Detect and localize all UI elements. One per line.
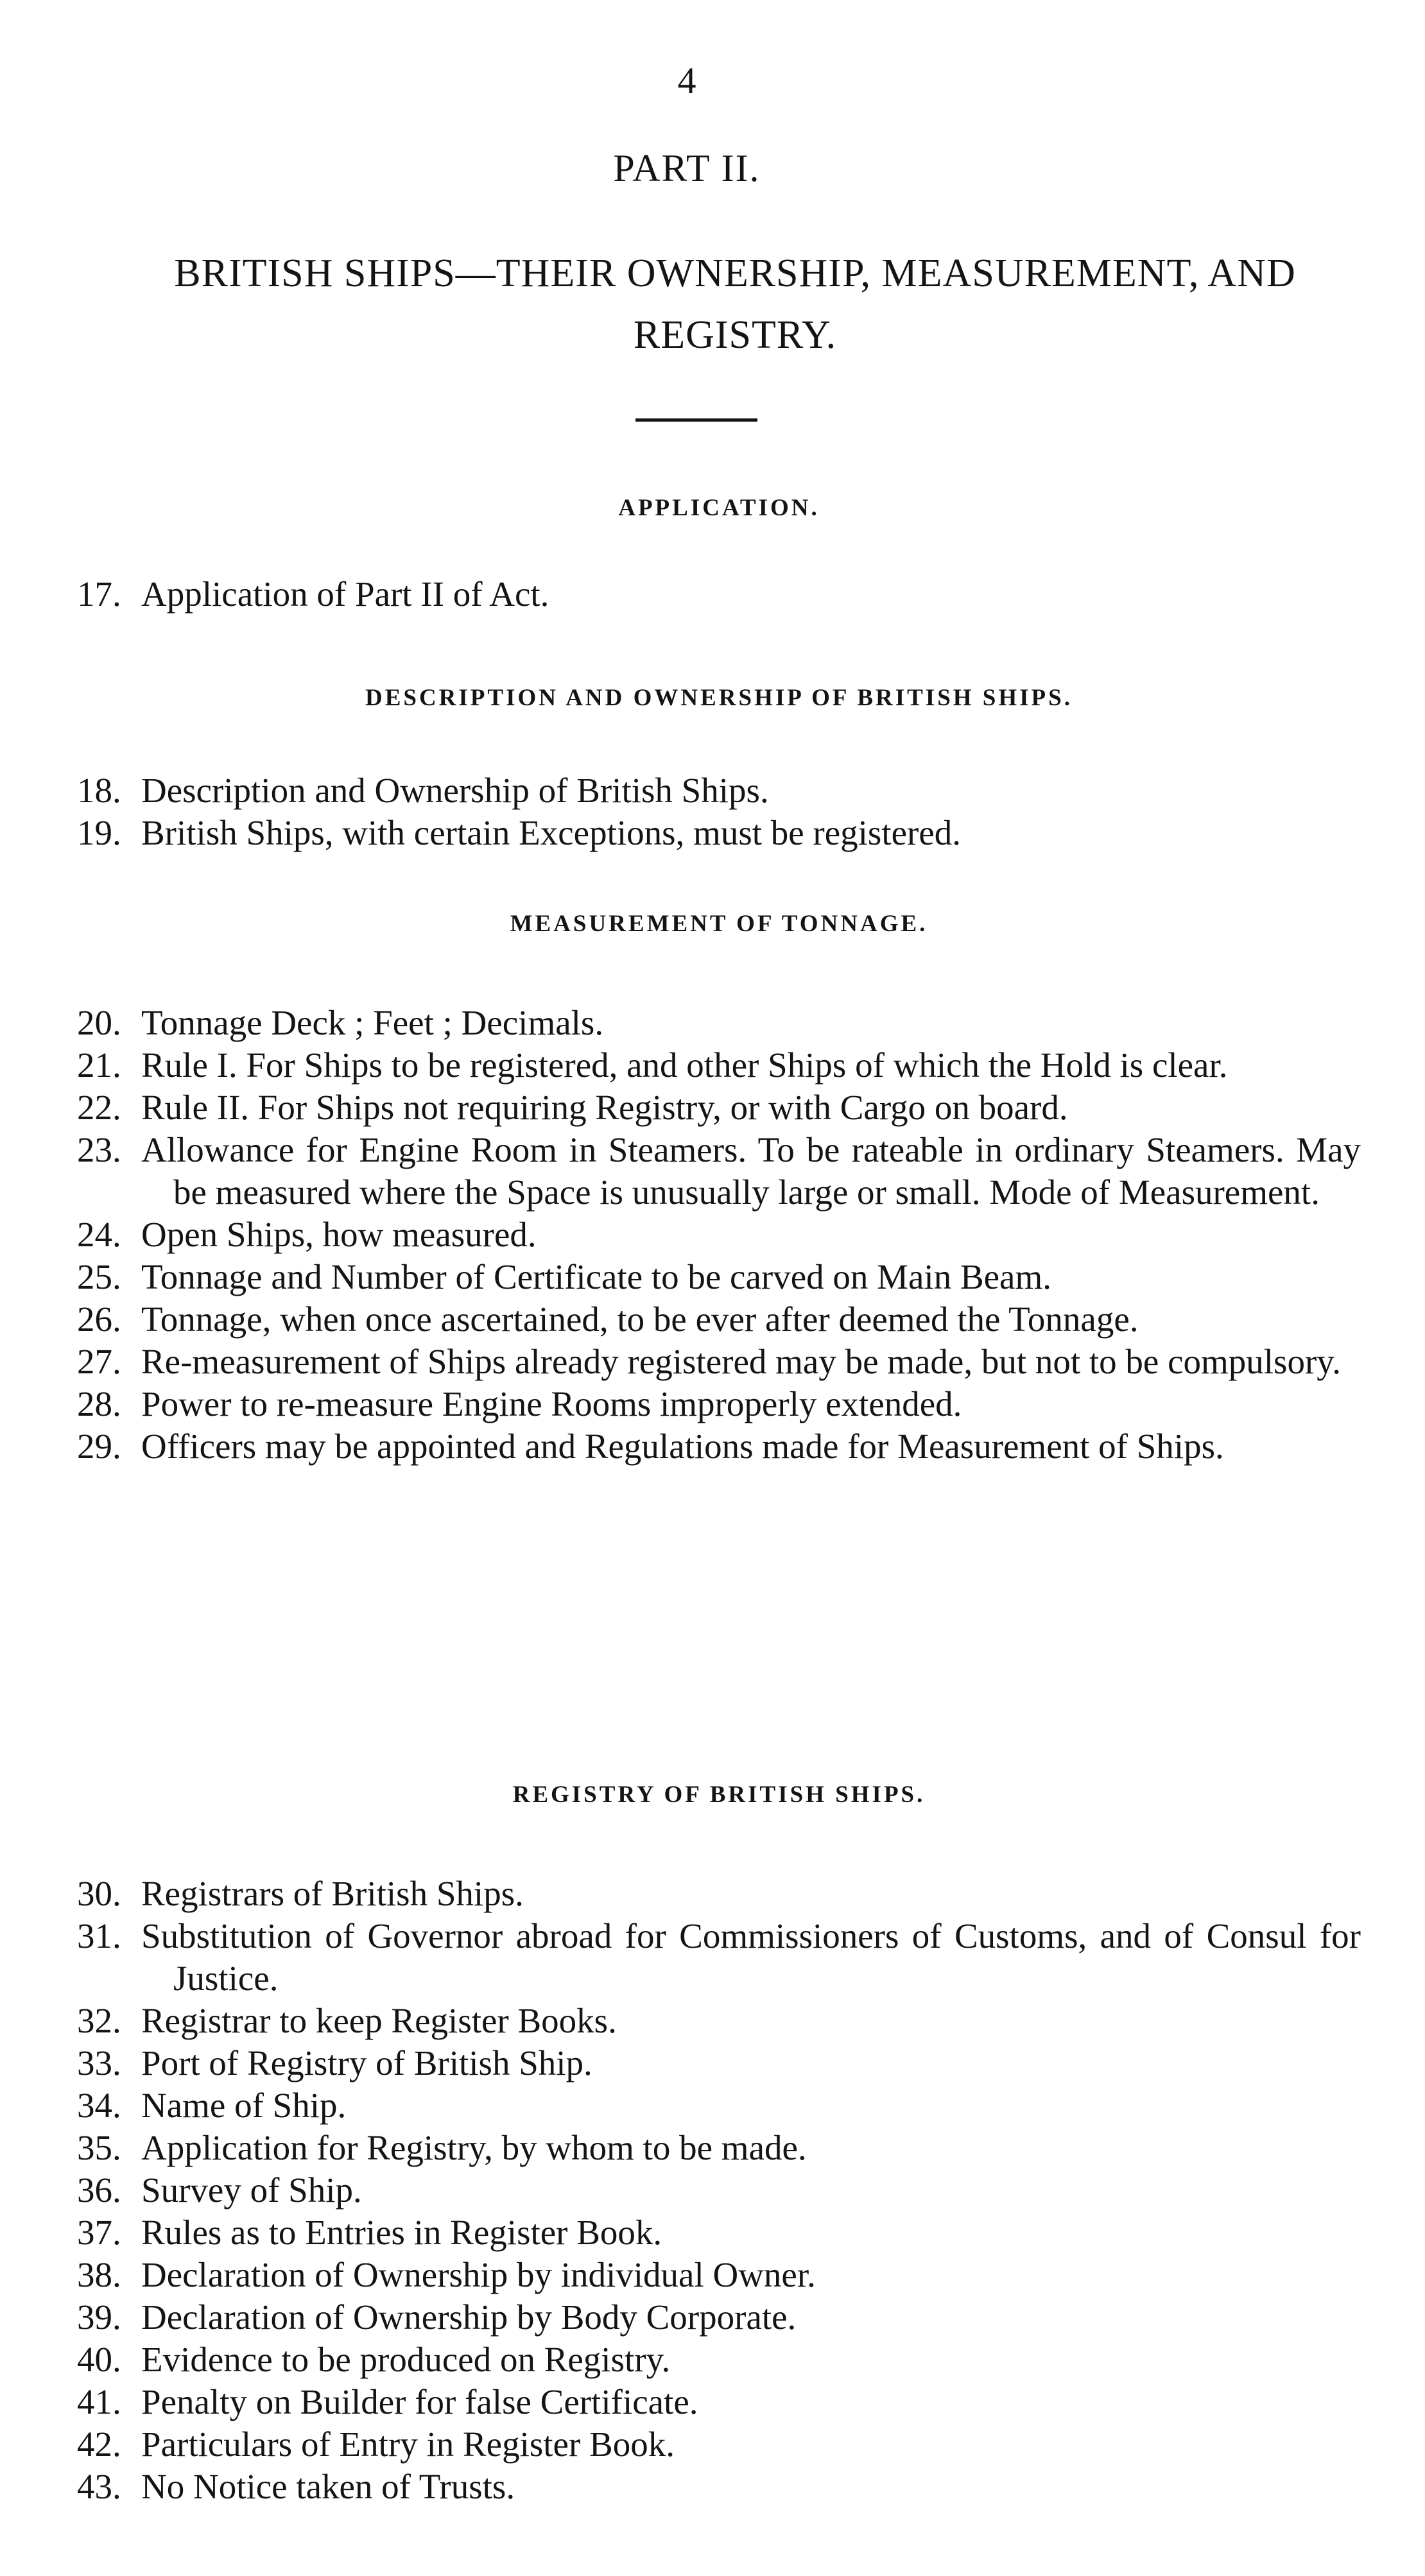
entry-number: 28. <box>77 1384 121 1423</box>
entry-number: 43. <box>77 2467 121 2506</box>
entry-text: Tonnage and Number of Certificate to be carved on Main Beam. <box>141 1257 1051 1296</box>
entry-text: Declaration of Ownership by individual Owner. <box>141 2255 816 2294</box>
entry-list <box>77 1002 1361 1468</box>
entry-number: 32. <box>77 2001 121 2040</box>
entry-number: 42. <box>77 2425 121 2464</box>
part-title: PART II. <box>613 147 761 189</box>
entry-text: Particulars of Entry in Register Book. <box>141 2425 675 2464</box>
entry-text: Tonnage, when once ascertained, to be ever after deemed the Tonnage. <box>141 1300 1139 1339</box>
list-item <box>77 1086 1361 1129</box>
list-item <box>77 2466 1361 2508</box>
entry-number: 27. <box>77 1342 121 1381</box>
list-item <box>77 1873 1361 1915</box>
entry-text: Substitution of Governor abroad for Commissioners of Customs, and of Consul for Justice. <box>141 1916 1361 1998</box>
section-measurement <box>77 910 1361 1468</box>
list-item <box>77 1383 1361 1425</box>
entry-number: 23. <box>77 1130 121 1169</box>
entry-text: Survey of Ship. <box>141 2170 362 2210</box>
entry-text: Registrars of British Ships. <box>141 1874 524 1913</box>
list-item <box>77 1915 1361 2000</box>
section-heading: MEASUREMENT OF TONNAGE. <box>510 911 928 937</box>
entry-text: Description and Ownership of British Ships. <box>141 771 769 810</box>
entry-text: Port of Registry of British Ship. <box>141 2043 592 2082</box>
title-divider <box>635 418 757 422</box>
list-item <box>77 2211 1361 2254</box>
list-item <box>77 2339 1361 2381</box>
list-item <box>77 1256 1361 1298</box>
entry-number: 36. <box>77 2170 121 2210</box>
list-item <box>77 2169 1361 2211</box>
entry-text: Re-measurement of Ships already registered may be made, but not to be compulsory. <box>141 1342 1341 1381</box>
entry-number: 29. <box>77 1427 121 1466</box>
entry-text: Officers may be appointed and Regulations made for Measurement of Ships. <box>141 1427 1224 1466</box>
list-item <box>77 2000 1361 2042</box>
entry-number: 20. <box>77 1003 121 1042</box>
list-item <box>77 573 1361 615</box>
entry-text: Tonnage Deck ; Feet ; Decimals. <box>141 1003 604 1042</box>
main-title: BRITISH SHIPS—THEIR OWNERSHIP, MEASUREMENT, AND REGISTRY. <box>174 252 1296 357</box>
list-item <box>77 2127 1361 2169</box>
entry-text: Application for Registry, by whom to be made. <box>141 2128 807 2167</box>
entry-text: Application of Part II of Act. <box>141 574 549 614</box>
entry-text: British Ships, with certain Exceptions, must be registered. <box>141 813 962 852</box>
list-item <box>77 2296 1361 2339</box>
entry-number: 25. <box>77 1257 121 1296</box>
entry-number: 19. <box>77 813 121 852</box>
section-heading: REGISTRY OF BRITISH SHIPS. <box>512 1782 926 1808</box>
section-heading: DESCRIPTION AND OWNERSHIP OF BRITISH SHIPS. <box>365 685 1073 711</box>
list-item <box>77 1298 1361 1341</box>
list-item <box>77 1044 1361 1086</box>
section-description-ownership <box>77 684 1361 854</box>
list-item <box>77 2423 1361 2466</box>
entry-text: Power to re-measure Engine Rooms improperly extended. <box>141 1384 962 1423</box>
section-registry <box>77 1781 1361 2508</box>
entry-text: Declaration of Ownership by Body Corporate. <box>141 2297 797 2337</box>
entry-number: 21. <box>77 1045 121 1085</box>
entry-number: 18. <box>77 771 121 810</box>
entry-number: 35. <box>77 2128 121 2167</box>
entry-number: 31. <box>77 1916 121 1955</box>
entry-text: Rules as to Entries in Register Book. <box>141 2213 662 2252</box>
list-item <box>77 812 1361 854</box>
page-number: 4 <box>677 60 696 101</box>
entry-text: Rule II. For Ships not requiring Registry, or with Cargo on board. <box>141 1088 1068 1127</box>
entry-number: 39. <box>77 2297 121 2337</box>
entry-number: 30. <box>77 1874 121 1913</box>
list-item <box>77 1425 1361 1468</box>
entry-number: 38. <box>77 2255 121 2294</box>
entry-number: 17. <box>77 574 121 614</box>
list-item <box>77 1341 1361 1383</box>
entry-list <box>77 1873 1361 2508</box>
entry-text: Open Ships, how measured. <box>141 1215 537 1254</box>
list-item <box>77 1214 1361 1256</box>
list-item <box>77 2084 1361 2127</box>
entry-number: 37. <box>77 2213 121 2252</box>
entry-list <box>77 573 1361 615</box>
list-item <box>77 2042 1361 2084</box>
list-item <box>77 2381 1361 2423</box>
entry-text: Allowance for Engine Room in Steamers. To be rateable in ordinary Steamers. May be measured where the Space is unusually large or small. Mode of Measurement. <box>141 1130 1361 1212</box>
section-application <box>77 494 1361 615</box>
entry-number: 24. <box>77 1215 121 1254</box>
entry-text: Registrar to keep Register Books. <box>141 2001 617 2040</box>
list-item <box>77 1129 1361 1214</box>
entry-number: 40. <box>77 2340 121 2379</box>
entry-number: 26. <box>77 1300 121 1339</box>
entry-text: Rule I. For Ships to be registered, and other Ships of which the Hold is clear. <box>141 1045 1228 1085</box>
list-item <box>77 1002 1361 1044</box>
entry-number: 34. <box>77 2086 121 2125</box>
entry-text: Penalty on Builder for false Certificate. <box>141 2382 698 2421</box>
list-item <box>77 2254 1361 2296</box>
entry-text: Evidence to be produced on Registry. <box>141 2340 671 2379</box>
entry-text: No Notice taken of Trusts. <box>141 2467 515 2506</box>
list-item <box>77 769 1361 812</box>
entry-number: 33. <box>77 2043 121 2082</box>
entry-text: Name of Ship. <box>141 2086 347 2125</box>
entry-list <box>77 769 1361 854</box>
section-heading: APPLICATION. <box>618 495 820 521</box>
entry-number: 22. <box>77 1088 121 1127</box>
entry-number: 41. <box>77 2382 121 2421</box>
